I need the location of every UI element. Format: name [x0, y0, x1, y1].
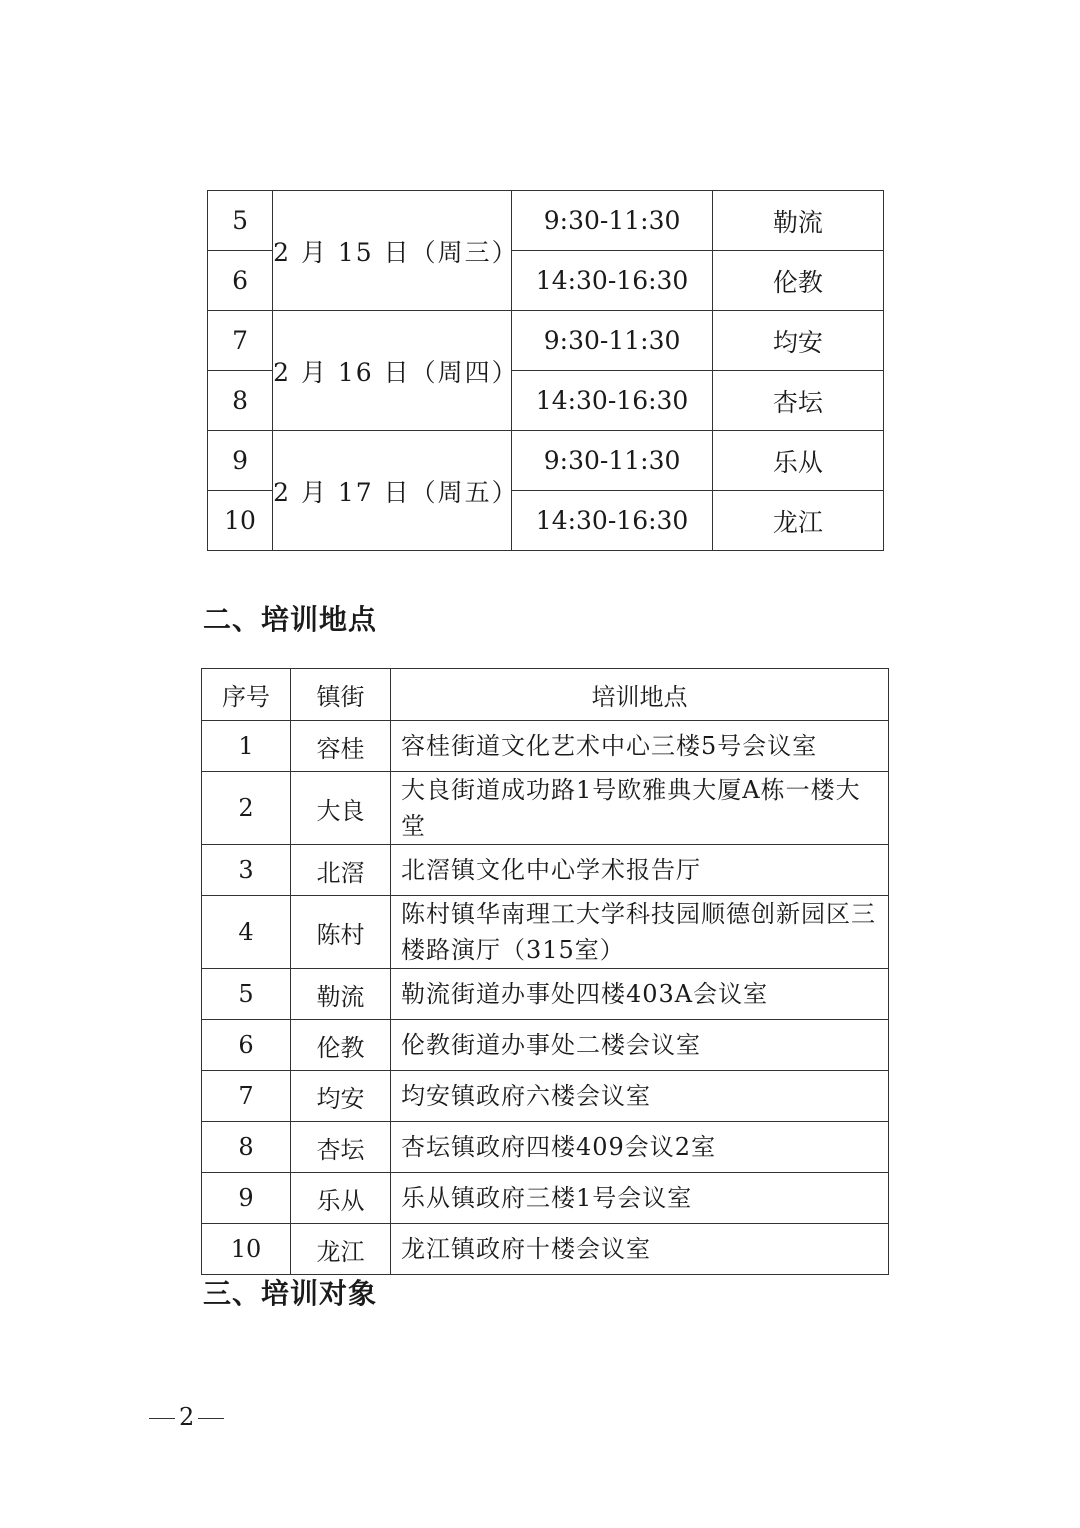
time-cell: 9:30-11:30 — [512, 191, 712, 251]
time-cell: 14:30-16:30 — [512, 491, 712, 551]
row-number: 6 — [208, 251, 273, 311]
time-cell: 9:30-11:30 — [512, 311, 712, 371]
time-cell: 9:30-11:30 — [512, 431, 712, 491]
town-cell: 大良 — [291, 772, 391, 845]
town-cell: 勒流 — [712, 191, 883, 251]
table-row — [202, 896, 889, 969]
time-cell: 14:30-16:30 — [512, 371, 712, 431]
row-number: 6 — [202, 1020, 291, 1071]
place-cell: 容桂街道文化艺术中心三楼5号会议室 — [391, 721, 889, 772]
place-cell: 均安镇政府六楼会议室 — [391, 1071, 889, 1122]
row-number: 2 — [202, 772, 291, 845]
column-header-number: 序号 — [202, 669, 291, 721]
town-cell: 伦教 — [291, 1020, 391, 1071]
town-cell: 龙江 — [712, 491, 883, 551]
page-number-dash-left — [149, 1418, 175, 1419]
table-row — [202, 969, 889, 1020]
place-cell: 乐从镇政府三楼1号会议室 — [391, 1173, 889, 1224]
date-cell: 2 月 17 日（周五） — [273, 431, 512, 551]
row-number: 5 — [208, 191, 273, 251]
date-cell: 2 月 16 日（周四） — [273, 311, 512, 431]
town-cell: 勒流 — [291, 969, 391, 1020]
locations-table — [201, 668, 889, 1275]
town-cell: 乐从 — [291, 1173, 391, 1224]
table-row — [202, 1122, 889, 1173]
table-row — [208, 191, 884, 251]
place-cell: 杏坛镇政府四楼409会议2室 — [391, 1122, 889, 1173]
row-number: 9 — [202, 1173, 291, 1224]
page-number-value: 2 — [179, 1403, 195, 1431]
page-number-dash-right — [198, 1418, 224, 1419]
schedule-table — [207, 190, 884, 551]
row-number: 10 — [208, 491, 273, 551]
table-row — [202, 1020, 889, 1071]
table-row — [202, 1224, 889, 1275]
town-cell: 乐从 — [712, 431, 883, 491]
row-number: 7 — [202, 1071, 291, 1122]
table-row — [208, 311, 884, 371]
row-number: 8 — [208, 371, 273, 431]
town-cell: 杏坛 — [712, 371, 883, 431]
place-cell: 勒流街道办事处四楼403A会议室 — [391, 969, 889, 1020]
table-row — [208, 431, 884, 491]
place-cell: 伦教街道办事处二楼会议室 — [391, 1020, 889, 1071]
column-header-town: 镇街 — [291, 669, 391, 721]
town-cell: 北滘 — [291, 845, 391, 896]
row-number: 4 — [202, 896, 291, 969]
town-cell: 陈村 — [291, 896, 391, 969]
row-number: 7 — [208, 311, 273, 371]
table-row — [202, 721, 889, 772]
table-row — [202, 772, 889, 845]
time-cell: 14:30-16:30 — [512, 251, 712, 311]
column-header-place: 培训地点 — [391, 669, 889, 721]
section-heading-audience: 三、培训对象 — [203, 1277, 378, 1310]
row-number: 9 — [208, 431, 273, 491]
table-header-row — [202, 669, 889, 721]
town-cell: 容桂 — [291, 721, 391, 772]
row-number: 3 — [202, 845, 291, 896]
row-number: 5 — [202, 969, 291, 1020]
date-cell: 2 月 15 日（周三） — [273, 191, 512, 311]
place-cell: 北滘镇文化中心学术报告厅 — [391, 845, 889, 896]
row-number: 1 — [202, 721, 291, 772]
place-cell: 龙江镇政府十楼会议室 — [391, 1224, 889, 1275]
town-cell: 伦教 — [712, 251, 883, 311]
table-row — [202, 845, 889, 896]
page-number — [145, 1403, 228, 1431]
place-cell: 陈村镇华南理工大学科技园顺德创新园区三楼路演厅（315室） — [391, 896, 889, 969]
town-cell: 杏坛 — [291, 1122, 391, 1173]
table-row — [202, 1071, 889, 1122]
town-cell: 均安 — [712, 311, 883, 371]
town-cell: 龙江 — [291, 1224, 391, 1275]
section-heading-locations: 二、培训地点 — [203, 603, 378, 636]
row-number: 8 — [202, 1122, 291, 1173]
town-cell: 均安 — [291, 1071, 391, 1122]
place-cell: 大良街道成功路1号欧雅典大厦A栋一楼大堂 — [391, 772, 889, 845]
row-number: 10 — [202, 1224, 291, 1275]
table-row — [202, 1173, 889, 1224]
